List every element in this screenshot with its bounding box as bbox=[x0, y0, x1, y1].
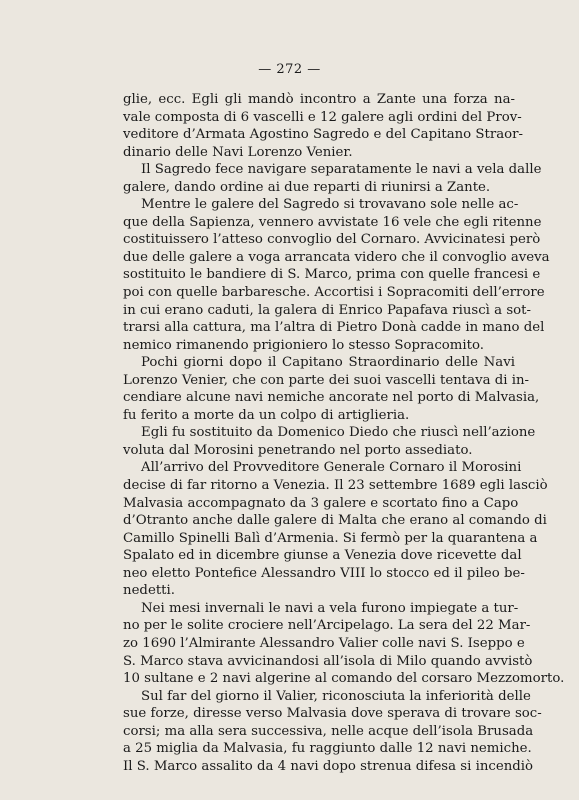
text-line: veditore d’Armata Agostino Sagredo e del Capitano Straor- bbox=[123, 127, 524, 143]
text-line: All’arrivo del Provveditore Generale Cornaro il Morosini bbox=[141, 460, 522, 476]
text-line: costituissero l’atteso convoglio del Cornaro. Avvicinatesi però bbox=[123, 232, 541, 248]
text-line: neo eletto Pontefice Alessandro VIII lo stocco ed il pileo be- bbox=[123, 565, 525, 581]
paragraph bbox=[123, 688, 542, 776]
text-line: 10 sultane e 2 navi algerine al comando del corsaro Mezzomorto. bbox=[123, 671, 565, 687]
paragraph bbox=[123, 459, 548, 599]
text-line: due delle galere a voga arrancata videro che il convoglio aveva bbox=[123, 249, 550, 265]
text-line: d’Otranto anche dalle galere di Malta che erano al comando di bbox=[123, 513, 547, 529]
text-line: voluta dal Morosini penetrando nel porto assediato. bbox=[123, 442, 473, 458]
text-line: Camillo Spinelli Balì d’Armenia. Si fermò per la quarantena a bbox=[123, 530, 538, 546]
text-line: nedetti. bbox=[123, 583, 175, 599]
text-line: Egli fu sostituito da Domenico Diedo che riuscì nell’azione bbox=[141, 425, 536, 441]
text-line: que della Sapienza, vennero avvistate 16 vele che egli ritenne bbox=[123, 214, 542, 230]
paragraph bbox=[123, 161, 542, 196]
text-line: galere, dando ordine ai due reparti di riunirsi a Zante. bbox=[123, 179, 491, 195]
text-line: no per le solite crociere nell’Arcipelago. La sera del 22 Mar- bbox=[123, 618, 531, 634]
text-line: decise di far ritorno a Venezia. Il 23 settembre 1689 egli lasciò bbox=[123, 478, 548, 494]
text-line: Mentre le galere del Sagredo si trovavano sole nelle ac- bbox=[141, 197, 519, 213]
text-line: Il Sagredo fece navigare separatamente le navi a vela dalle bbox=[141, 162, 542, 178]
text-line: poi con quelle barbaresche. Accortisi i Sopracomiti dell’errore bbox=[123, 285, 545, 301]
text-line: a 25 miglia da Malvasia, fu raggiunto dalle 12 navi nemiche. bbox=[123, 741, 532, 757]
text-line: Spalato ed in dicembre giunse a Venezia dove ricevette dal bbox=[123, 548, 522, 564]
text-line: trarsi alla cattura, ma l’altra di Pietro Donà cadde in mano del bbox=[123, 320, 545, 336]
text-line: sostituito le bandiere di S. Marco, prima con quelle francesi e bbox=[123, 267, 541, 283]
paragraph bbox=[123, 600, 565, 688]
text-line: sue forze, diresse verso Malvasia dove sperava di trovare soc- bbox=[123, 706, 542, 722]
text-line: Sul far del giorno il Valier, riconosciuta la inferiorità delle bbox=[141, 688, 531, 704]
page-number: — 272 — bbox=[258, 62, 321, 77]
text-line: in cui erano caduti, la galera di Enrico Papafava riuscì a sot- bbox=[123, 302, 531, 318]
text-line: cendiare alcune navi nemiche ancorate nel porto di Malvasia, bbox=[123, 390, 540, 406]
paragraph bbox=[123, 424, 536, 459]
text-line: Malvasia accompagnato da 3 galere e scortato fino a Capo bbox=[123, 495, 519, 511]
paragraph bbox=[123, 91, 524, 161]
text-line: fu ferito a morte da un colpo di artiglieria. bbox=[123, 407, 410, 423]
text-line: Lorenzo Venier, che con parte dei suoi vascelli tentava di in- bbox=[123, 372, 530, 388]
text-line: Pochi giorni dopo il Capitano Straordinario delle Navi bbox=[141, 355, 515, 371]
text-line: zo 1690 l’Almirante Alessandro Valier colle navi S. Iseppo e bbox=[123, 635, 525, 651]
text-line: Nei mesi invernali le navi a vela furono impiegate a tur- bbox=[141, 600, 519, 616]
text-line: corsi; ma alla sera successiva, nelle acque dell’isola Brusada bbox=[123, 723, 534, 739]
text-line: Il S. Marco assalito da 4 navi dopo strenua difesa si incendiò bbox=[123, 758, 534, 774]
text-line: dinario delle Navi Lorenzo Venier. bbox=[123, 144, 353, 160]
paragraph bbox=[123, 196, 550, 354]
text-line: glie, ecc. Egli gli mandò incontro a Zante una forza na- bbox=[123, 92, 515, 107]
text-line: vale composta di 6 vascelli e 12 galere agli ordini del Prov- bbox=[123, 109, 522, 125]
body-text bbox=[123, 91, 565, 775]
text-line: S. Marco stava avvicinandosi all’isola di Milo quando avvistò bbox=[123, 653, 533, 669]
paragraph bbox=[123, 354, 540, 424]
text-line: nemico rimanendo prigioniero lo stesso Sopracomito. bbox=[123, 337, 484, 353]
